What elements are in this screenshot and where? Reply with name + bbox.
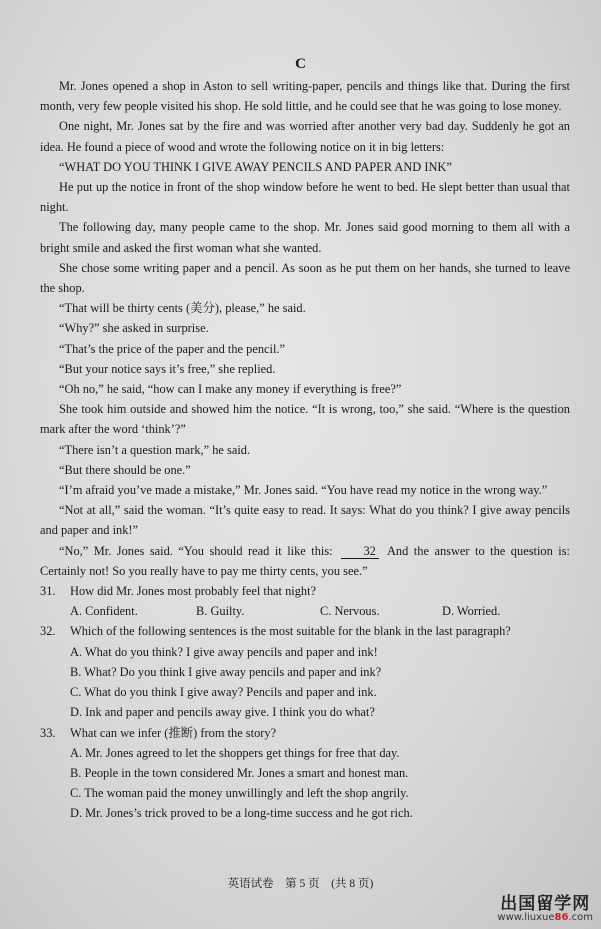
paragraph: Mr. Jones opened a shop in Aston to sell writing-paper, pencils and things like that. During the first month, very few people visited his shop. He sold little, and he could see that he was going to lose money. [40, 79, 570, 114]
question-31-options [40, 601, 570, 621]
option-d: D. Worried. [442, 604, 501, 619]
option-c: C. Nervous. [320, 604, 380, 619]
paragraph: She took him outside and showed him the notice. “It is wrong, too,” she said. “Where is the question mark after the word ‘think’?” [40, 402, 570, 437]
question-stem: What can we infer (推断) from the story? [70, 725, 277, 740]
option-b: B. People in the town considered Mr. Jones a smart and honest man. [70, 765, 409, 780]
question-number: 33. [40, 725, 56, 740]
watermark-url [497, 912, 593, 923]
option-a: A. Mr. Jones agreed to let the shoppers get things for free that day. [70, 745, 400, 760]
dialogue-line: “Why?” she asked in surprise. [59, 321, 209, 336]
last-paragraph [40, 541, 570, 581]
paragraph: One night, Mr. Jones sat by the fire and was worried after another very bad day. Suddenly he got an idea. He found a piece of wood and wrote the following notice on it in big letters: [40, 119, 570, 154]
watermark-url-prefix: www.liuxue [497, 912, 555, 923]
option-a: A. What do you think? I give away pencils and paper and ink! [70, 644, 378, 659]
question-stem: How did Mr. Jones most probably feel that night? [70, 584, 317, 599]
paragraph: The following day, many people came to the shop. Mr. Jones said good morning to them all with a bright smile and asked the first woman what she wanted. [40, 220, 570, 255]
page-footer: 英语试卷 第 5 页 (共 8 页) [227, 878, 374, 890]
passage [40, 76, 570, 824]
option-d: D. Ink and paper and pencils away give. I think you do what? [70, 705, 375, 720]
question-32 [40, 621, 570, 641]
section-title: C [295, 56, 306, 72]
dialogue-line: “But your notice says it’s free,” she replied. [59, 361, 276, 376]
option-c: C. What do you think I give away? Pencils and paper and ink. [70, 685, 377, 700]
option-d: D. Mr. Jones’s trick proved to be a long-time success and he got rich. [70, 806, 413, 821]
paragraph: He put up the notice in front of the shop window before he went to bed. He slept better than usual that night. [40, 180, 570, 215]
dialogue-line: “But there should be one.” [59, 462, 191, 477]
dialogue-line: “That will be thirty cents (美分), please,” he said. [59, 301, 306, 316]
paragraph: “I’m afraid you’ve made a mistake,” Mr. Jones said. “You have read my notice in the wrong way.” [59, 483, 548, 498]
question-number: 31. [40, 584, 56, 599]
last-paragraph-before: “No,” Mr. Jones said. “You should read it like this: [59, 543, 333, 558]
paragraph: She chose some writing paper and a pencil. As soon as he put them on her hands, she turned to leave the shop. [40, 260, 570, 296]
dialogue-line: “Oh no,” he said, “how can I make any money if everything is free?” [59, 382, 402, 397]
watermark-logo [497, 889, 593, 923]
option-a: A. Confident. [70, 604, 138, 619]
questions [40, 581, 570, 823]
watermark-text: 出国留学网 [500, 894, 591, 914]
question-33 [40, 723, 570, 743]
option-c: C. The woman paid the money unwillingly and left the shop angrily. [70, 786, 409, 801]
watermark-url-highlight: 86 [554, 912, 569, 923]
answer-blank-32: 32 [341, 544, 379, 559]
watermark-url-suffix: .com [568, 912, 593, 923]
option-b: B. Guilty. [196, 604, 245, 619]
question-number: 32. [40, 624, 56, 639]
paragraph: “Not at all,” said the woman. “It’s quite easy to read. It says: What do you think? I give away pencils and paper and ink!” [40, 503, 570, 538]
dialogue-line: “There isn’t a question mark,” he said. [59, 442, 251, 457]
last-paragraph-after: And the answer to the question is: Certainly not! So you really have to pay me thirty cents, you see.” [40, 543, 570, 578]
question-stem: Which of the following sentences is the most suitable for the blank in the last paragraph? [70, 624, 511, 639]
question-31 [40, 581, 570, 601]
dialogue-line: “That’s the price of the paper and the pencil.” [59, 341, 286, 356]
option-b: B. What? Do you think I give away pencils and paper and ink? [70, 664, 382, 679]
notice-text: “WHAT DO YOU THINK I GIVE AWAY PENCILS AND PAPER AND INK” [59, 159, 452, 174]
